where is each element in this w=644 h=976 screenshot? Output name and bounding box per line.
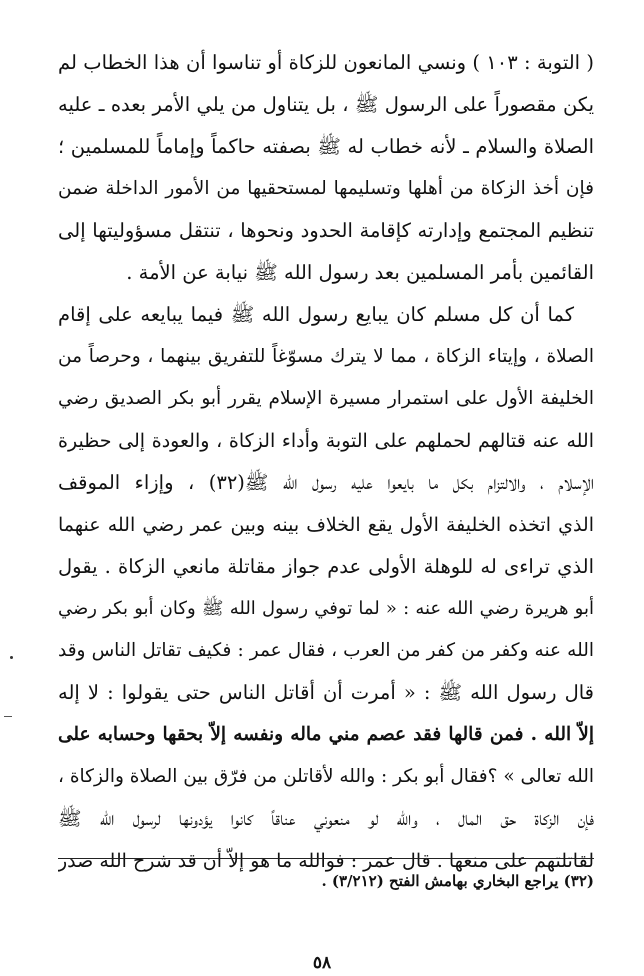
margin-tick bbox=[4, 716, 12, 717]
footnote-divider bbox=[58, 858, 594, 859]
text-line-2: يكن مقصوراً على الرسول ﷺ ، بل يتناول من يلي الأمر بعده ـ عليه bbox=[58, 93, 594, 116]
text-line-18: الله تعالى » ؟فقال أبو بكر : والله لأقاتلن من فرّق بين الصلاة والزكاة ، bbox=[58, 766, 594, 787]
text-line-15: الله عنه وكفر من كفر من العرب ، فقال عمر : فكيف تقاتل الناس وقد bbox=[58, 640, 594, 661]
text-line-16: قال رسول الله ﷺ : « أمرت أن أقاتل الناس حتى يقولوا : لا إله bbox=[58, 681, 594, 704]
page-number: ٥٨ bbox=[312, 953, 332, 973]
text-line-20: لقاتلتهم على منعها . قال عمر : فوالله ما هو إلاّ أن قد شرح الله صدر bbox=[58, 850, 594, 872]
margin-mark bbox=[10, 656, 13, 659]
text-line-14: أبو هريرة رضي الله عنه : « لما توفي رسول الله ﷺ وكان أبو بكر رضي bbox=[58, 598, 594, 619]
footnote: (٣٢) يراجع البخاري بهامش الفتح (٣/٢١٢) . bbox=[321, 872, 594, 890]
text-line-5: تنظيم المجتمع وإدارته كإقامة الحدود ونحوها ، تنتقل مسؤوليتها إلى bbox=[58, 219, 594, 242]
text-line-3: الصلاة والسلام ـ لأنه خطاب له ﷺ بصفته حاكماً وإماماً للمسلمين ؛ bbox=[58, 135, 594, 158]
text-line-8: الصلاة ، وإيتاء الزكاة ، مما لا يترك مسوّغاً للتفريق بينهما ، وحرصاً من bbox=[58, 346, 594, 367]
text-line-19: فإن الزكاة حق المال ، والله لو منعوني عناقاً كانوا يؤدونها لرسول الله ﷺ bbox=[58, 807, 594, 830]
text-line-11: الإسلام ، والالتزام بكل ما بايعوا عليه رسول الله ﷺ(٣٢) ، وإزاء الموقف bbox=[58, 471, 594, 494]
text-line-1: ( التوبة : ١٠٣ ) ونسي المانعون للزكاة أو تناسوا أن هذا الخطاب لم bbox=[58, 51, 594, 74]
text-line-13: الذي تراءى له للوهلة الأولى عدم جواز مقاتلة مانعي الزكاة . يقول bbox=[58, 555, 594, 578]
text-line-6: القائمين بأمر المسلمين بعد رسول الله ﷺ نيابة عن الأمة . bbox=[126, 261, 594, 284]
main-text bbox=[58, 42, 594, 882]
text-line-12: الذي اتخذه الخليفة الأول يقع الخلاف بينه وبين عمر رضي الله عنهما bbox=[58, 514, 594, 536]
text-line-7: كما أن كل مسلم كان يبايع رسول الله ﷺ فيما يبايعه على إقام bbox=[58, 303, 574, 326]
text-line-4: فإن أخذ الزكاة من أهلها وتسليمها لمستحقيها من الأمور الداخلة ضمن bbox=[58, 178, 594, 199]
text-line-9: الخليفة الأول على استمرار مسيرة الإسلام يقرر أبو بكر الصديق رضي bbox=[58, 388, 594, 409]
text-line-10: الله عنه قتالهم لحملهم على التوبة وأداء الزكاة ، والعودة إلى حظيرة bbox=[58, 430, 594, 452]
text-line-17: إلاّ الله . فمن قالها فقد عصم مني ماله ونفسه إلاّ بحقها وحسابه على bbox=[58, 724, 594, 745]
